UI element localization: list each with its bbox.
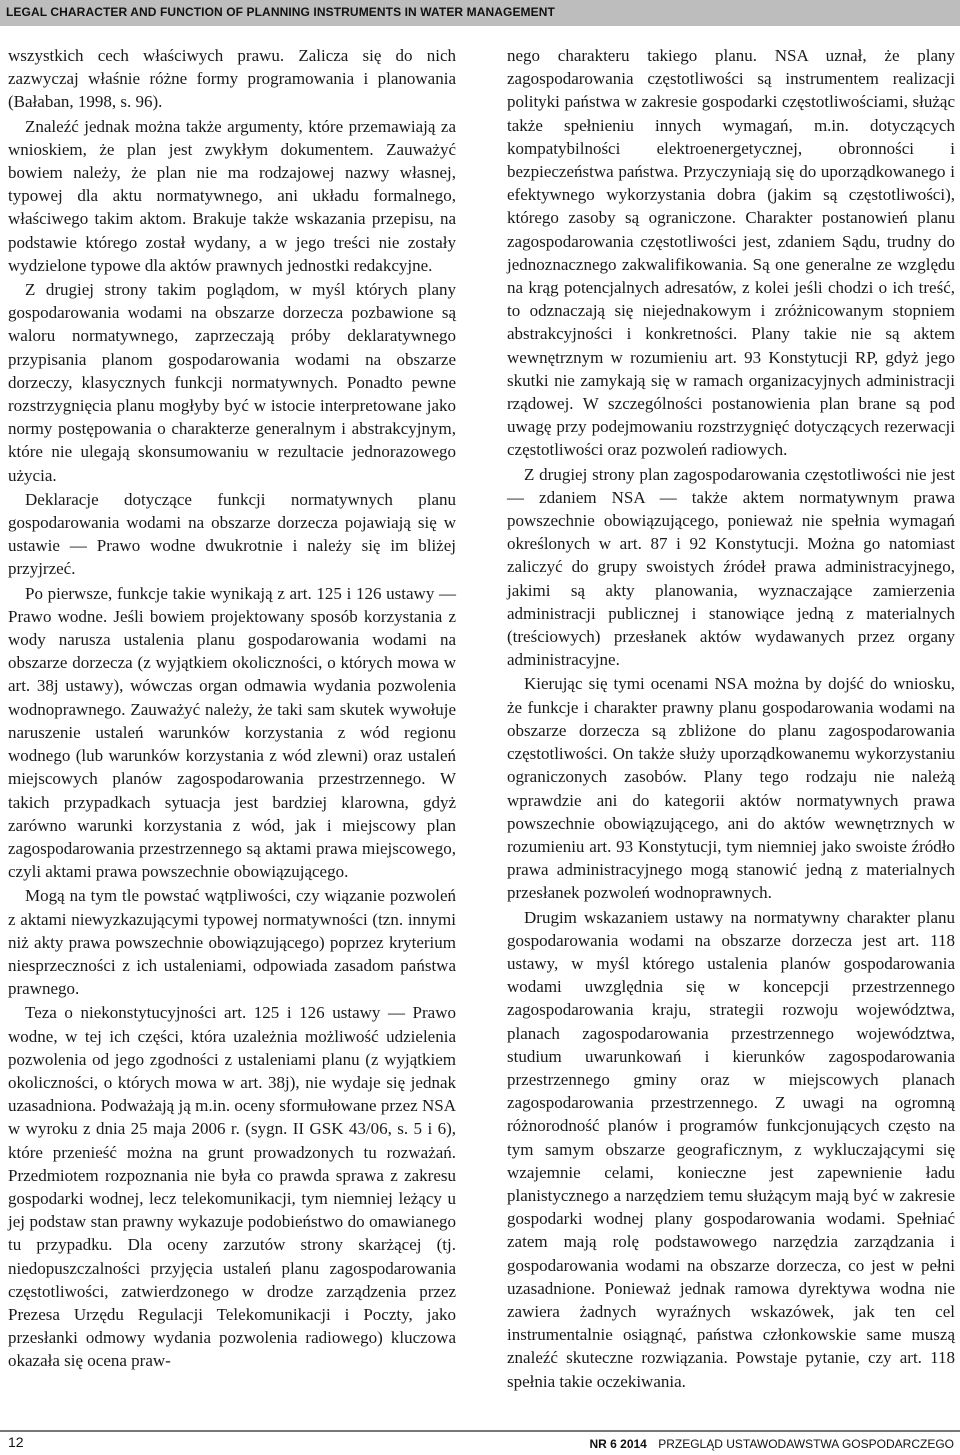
paragraph: wszystkich cech właściwych prawu. Zalicza się do nich zazwyczaj właśnie różne formy programowania i planowania (Bałaban, 1998, s. 96). — [8, 46, 456, 112]
right-column — [507, 44, 955, 1394]
paragraph: Z drugiej strony takim poglądom, w myśl których plany gospodarowania wodami na obszarze dorzecza pozbawione są waloru normatywnego, zaprzeczają próby deklaratywnego przypisania planom gospodarowania wodami na obszarze dorzeczy, klasycznych funkcji normatywnych. Ponadto pewne rozstrzygnięcia planu mogłyby być w istocie interpretowane jako normy postępowania o charakterze generalnym i abstrakcyjnym, które nie ulegają skonsumowaniu w rezultacie jednorazowego użycia. — [8, 280, 456, 485]
paragraph: Znaleźć jednak można także argumenty, które przemawiają za wnioskiem, że plan jest zwykłym dokumentem. Zauważyć bowiem należy, że plan nie ma rodzajowej nazwy własnej, typowej dla aktu normatywnego, ani układu formalnego, właściwego takim aktom. Brakuje także wskazania przepisu, na podstawie którego został wydany, a w jego treści nie zostały wydzielone typowe dla aktów prawnych jednostki redakcyjne. — [8, 116, 456, 275]
left-column — [8, 44, 456, 1374]
footer-divider — [0, 1430, 960, 1432]
paragraph: Kierując się tymi ocenami NSA można by dojść do wniosku, że funkcje i charakter prawny planu gospodarowania wodami na obszarze dorzecza są zbliżone do planu zagospodarowania częstotliwości. On także służy uporządkowanemu wykorzystaniu ograniczonych zasobów. Plany tego rodzaju nie należą wprawdzie ani do kategorii aktów normatywnych prawa powszechnie obowiązującego, ani do aktów wewnętrznych w rozumieniu art. 93 Konstytucji, tym niemniej jako swoiste źródło prawa administracyjnego mogą stanowić jedną z materialnych przesłanek pozwoleń wodnoprawnych. — [507, 674, 955, 903]
paragraph: Z drugiej strony plan zagospodarowania częstotliwości nie jest — zdaniem NSA — także aktem normatywnym prawa powszechnie obowiązującego, ponieważ nie spełnia wymagań określonych w art. 87 i 92 Konstytucji. Można go natomiast zaliczyć do grupy swoistych źródeł prawa administracyjnego, jakimi są akty planowania, wyznaczające zamierzenia administracji publicznej i stanowiące jedną z materialnych (treściowych) przesłanek aktów wydawanych przez organy administracyjne. — [507, 464, 955, 670]
page-number: 12 — [8, 1434, 24, 1450]
paragraph: Deklaracje dotyczące funkcji normatywnych planu gospodarowania wodami na obszarze dorzecza pojawiają się w ustawie — Prawo wodne dwukrotnie i należy się im bliżej przyjrzeć. — [8, 489, 456, 579]
paragraph: Drugim wskazaniem ustawy na normatywny charakter planu gospodarowania wodami na obszarze dorzecza jest art. 118 ustawy, w myśl którego ustalenia planów gospodarowania wodami uwzględnia się w koncepcji przestrzennego zagospodarowania kraju, strategii rozwoju województwa, planach zagospodarowania przestrzennego województwa, studium uwarunkowań i kierunków zagospodarowania przestrzennego gminy oraz w miejscowych planach zagospodarowania przestrzennego. Z uwagi na ogromną różnorodność planów i programów funkcjonujących często na tym samym obszarze geograficznym, z wykluczającymi się wzajemnie celami, konieczne jest zapewnienie ładu planistycznego a narzędziem temu służącym mają być w zakresie gospodarki wodnej plany gospodarowania wodami. Spełniać zatem mają rolę podstawowego narzędzia zarządzania i gospodarowania wodami na obszarze dorzecza, co jest w pełni uzasadnione. Ponieważ jednak ramowa dyrektywa wodna nie zawiera żadnych wyraźnych wskazówek, jak ten cel instrumentalnie osiągnąć, państwa członkowskie same muszą znaleźć skuteczne rozwiązania. Powstaje pytanie, czy art. 118 spełnia takie oczekiwania. — [507, 907, 955, 1391]
running-header — [0, 0, 960, 26]
journal-info — [589, 1437, 954, 1451]
running-title: LEGAL CHARACTER AND FUNCTION OF PLANNING INSTRUMENTS IN WATER MANAGEMENT — [6, 5, 555, 19]
paragraph: Teza o niekonstytucyjności art. 125 i 126 ustawy — Prawo wodne, w tej ich części, która uzależnia możliwość udzielenia pozwolenia od jego zgodności z ustaleniami planu (z wyjątkiem okoliczności, o których mowa w art. 38j), nie wydaje się jednak uzasadniona. Podważają ją m.in. oceny sformułowane przez NSA w wyroku z dnia 25 maja 2006 r. (sygn. II GSK 43/06, s. 5 i 6), które przenieść można na grunt prowadzonych tu rozważań. Przedmiotem rozpoznania nie była co prawda sprawa z zakresu gospodarki wodnej, lecz telekomunikacji, tym niemniej leżący u jej podstaw stan prawny wykazuje podobieństwo do omawianego tu przypadku. Dla oceny zarzutów strony skarżącej (tj. niedopuszczalności przyjęcia ustaleń planu zagospodarowania częstotliwości, zatwierdzonego w drodze zarządzenia przez Prezesa Urzędu Regulacji Telekomunikacji i Poczty, jako przesłanki odmowy wydania pozwolenia radiowego) kluczowa okazała się ocena praw- — [8, 1003, 456, 1371]
paragraph: Mogą na tym tle powstać wątpliwości, czy wiązanie pozwoleń z aktami niewyzkazującymi typowej normatywności (tzn. innymi niż akty prawa powszechnie obowiązującego) poprzez kryterium niesprzeczności z ich ustaleniami, odpowiada zasadom państwa prawnego. — [8, 886, 456, 999]
issue-number: NR 6 2014 — [589, 1437, 647, 1451]
paragraph: nego charakteru takiego planu. NSA uznał, że plany zagospodarowania częstotliwości są instrumentem realizacji polityki państwa w zakresie gospodarki częstotliwościami, służąc także spełnieniu innych wymagań, m.in. dotyczących kompatybilności elektroenergetycznej, obronności i bezpieczeństwa państwa. Przyczyniają się do uporządkowanego i efektywnego wykorzystania dobra (jakim są częstotliwości), którego zasoby są ograniczone. Charakter postanowień planu zagospodarowania częstotliwości jest, zdaniem Sądu, trudny do jednoznacznego zakwalifikowania. Są one generalne ze względu na krąg potencjalnych adresatów, z kolei jeśli chodzi o ich treść, to odznaczają się niejednakowym i zróżnicowanym stopniem abstrakcyjności i konkretności. Plany takie nie są aktem wewnętrznym w rozumieniu art. 93 Konstytucji RP, gdyż jego skutki nie zamykają się w ramach organizacyjnych administracji rządowej. W szczególności postanowienia plan brane są pod uwagę przy podejmowaniu rozstrzygnięć dotyczących rezerwacji częstotliwości oraz pozwoleń radiowych. — [507, 46, 955, 460]
paragraph: Po pierwsze, funkcje takie wynikają z art. 125 i 126 ustawy — Prawo wodne. Jeśli bowiem projektowany sposób korzystania z wody narusza ustalenia planu gospodarowania wodami na obszarze dorzecza (z wyjątkiem okoliczności, o których mowa w art. 38j ustawy), wówczas organ odmawia wydania pozwolenia wodnoprawnego. Zauważyć należy, że taki sam skutek wywołuje naruszenie ustaleń warunków korzystania z wód regionu wodnego (lub warunków korzystania z wód zlewni) oraz ustaleń miejscowych planów zagospodarowania przestrzennego. W takich przypadkach sytuacja jest bardziej klarowna, gdyż zarówno warunki korzystania z wód, jak i miejscowy plan zagospodarowania przestrzennego są aktami prawa miejscowego, czyli aktami prawa powszechnie obowiązującego. — [8, 583, 456, 882]
journal-name: PRZEGLĄD USTAWODAWSTWA GOSPODARCZEGO — [658, 1437, 954, 1451]
